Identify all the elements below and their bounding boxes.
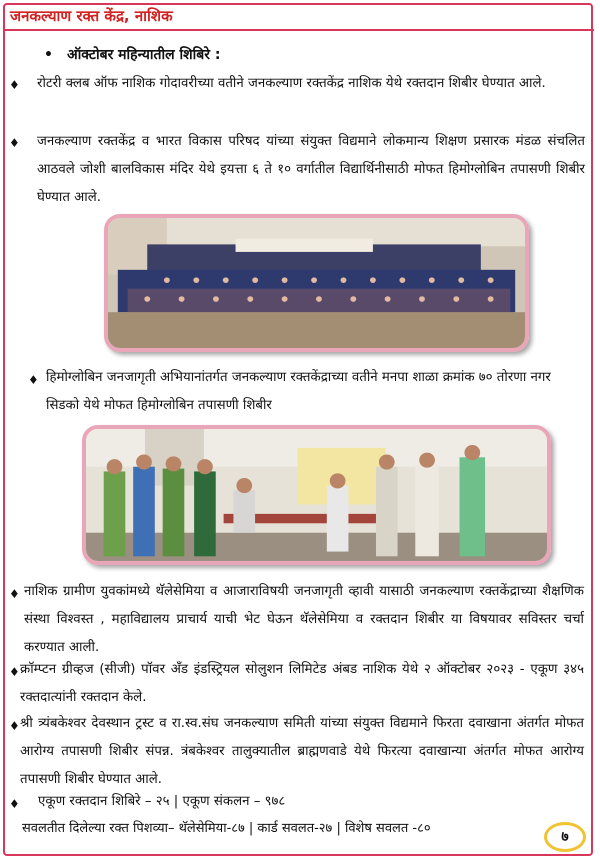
photo-students-group bbox=[104, 214, 529, 352]
section-title bbox=[44, 45, 220, 64]
bullet-diamond: ♦ bbox=[9, 78, 20, 92]
bullet-diamond: ♦ bbox=[9, 665, 20, 679]
page-number: ७ bbox=[544, 822, 586, 852]
bullet-dot: • bbox=[44, 47, 53, 63]
paragraph-thalassemia-awareness: नाशिक ग्रामीण युवकांमध्ये थॅलेसेमिया व आजाराविषयी जनजागृती व्हावी यासाठी जनकल्याण रक्तकेंद्राच्या शैक्षणिक संस्था विश्वस्त , महाविद्यालय प्राचार्य याची भेट घेऊन थॅलेसेमिया व रक्तदान शिबीर या विषयावर सविस्तर चर्चा करण्यात आली. bbox=[24, 584, 584, 655]
paragraph-crompton-camp: क्रॉम्प्टन ग्रीव्हज (सीजी) पॉवर अँड इंडस्ट्रियल सोलुशन लिमिटेड अंबड नाशिक येथे २ ऑक्टोबर २०२३ - एकूण ३४५ रक्तदात्यांनी रक्तदान केले. bbox=[20, 662, 584, 705]
bullet-diamond: ♦ bbox=[9, 719, 20, 733]
photo-health-checkup bbox=[82, 425, 551, 565]
paragraph-rotary-camp: रोटरी क्लब ऑफ नाशिक गोदावरीच्या वतीने जनकल्याण रक्तकेंद्र नाशिक येथे रक्तदान शिबीर घेण्यात आले. bbox=[37, 76, 546, 91]
paragraph-trimbakeshwar-clinic: श्री त्र्यंबकेश्वर देवस्थान ट्रस्ट व रा.स्व.संघ जनकल्याण समिती यांच्या संयुक्त विद्यमाने फिरता दवाखाना अंतर्गत मोफत आरोग्य तपासणी शिबीर संपन्न. त्रंबकेश्वर तालुक्यातील ब्राह्मणवाडे येथे फिरत्या दवाखान्या अंतर्गत मोफत आरोग्य तपासणी शिबीर घेण्यात आले. bbox=[20, 716, 584, 787]
summary-camps-total: एकूण रक्तदान शिबिरे – २५ | एकूण संकलन – ९७८ bbox=[38, 794, 286, 809]
bullet-diamond: ♦ bbox=[9, 797, 20, 811]
bullet-diamond: ♦ bbox=[9, 587, 20, 601]
bullet-diamond: ♦ bbox=[9, 136, 20, 150]
bullet-diamond: ♦ bbox=[28, 373, 39, 387]
paragraph-hemoglobin-school-camp: जनकल्याण रक्तकेंद्र व भारत विकास परिषद यांच्या संयुक्त विद्यमाने लोकमान्य शिक्षण प्रसारक मंडळ संचलित आठवले जोशी बालविकास मंदिर येथे इयत्ता ६ ते १० वर्गातील विद्यार्थिनीसाठी मोफत हिमोग्लोबिन तपासणी शिबीर घेण्यात आले. bbox=[37, 134, 585, 205]
section-title-text: ऑक्टोबर महिन्यातील शिबिरे : bbox=[66, 47, 221, 63]
header-title: जनकल्याण रक्त केंद्र, नाशिक bbox=[10, 7, 173, 25]
header-divider bbox=[4, 29, 594, 31]
paragraph-hemoglobin-awareness: हिमोग्लोबिन जनजागृती अभियानांतर्गत जनकल्याण रक्तकेंद्राच्या वतीने मनपा शाळा क्रमांक ७० तोरणा नगर सिडको येथे मोफत हिमोग्लोबिन तपासणी शिबीर bbox=[46, 370, 551, 413]
summary-concessions: सवलतीत दिलेल्या रक्त पिशव्या– थॅलेसेमिया-८७ | कार्ड सवलत-२७ | विशेष सवलत -८० bbox=[22, 821, 431, 836]
